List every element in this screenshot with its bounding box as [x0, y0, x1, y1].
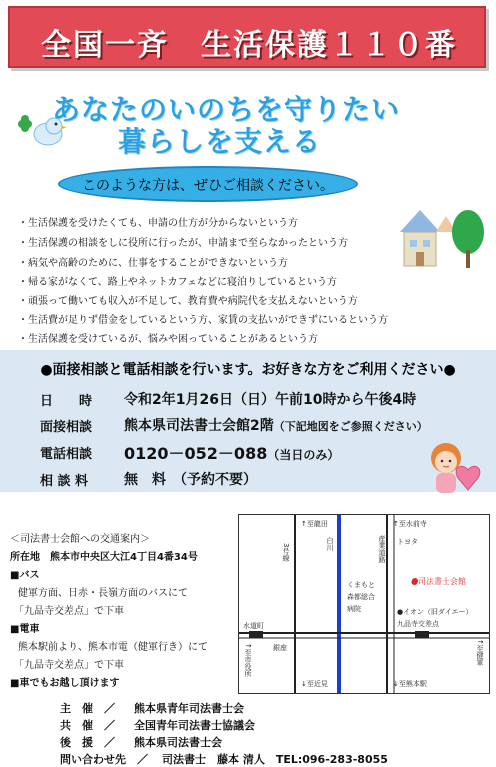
info-value-inperson — [124, 415, 428, 435]
access-title: ＜司法書士会館への交通案内＞ — [10, 534, 150, 545]
credit-cohost-label: 共 催 ／ — [60, 719, 115, 732]
map-label-aeon: ●イオン（旧ダイエー） — [397, 608, 473, 616]
list-item: ・生活保護を受けているが、悩みや困っていることがあるという方 — [18, 334, 318, 345]
clover-icon — [18, 115, 32, 132]
list-item: ・生活保護を受けたくても、申請の仕方が分からないという方 — [18, 218, 298, 229]
bus-line-2: 「九品寺交差点」で下車 — [14, 606, 124, 617]
map-label-suizenji: ↑至水前寺 — [393, 520, 427, 528]
credit-support-label: 後 援 ／ — [60, 736, 115, 749]
credit-contact: 司法書士 藤本 清人 TEL:096-283-8055 — [162, 753, 388, 766]
map-label-shirakawa: 白川 — [326, 537, 334, 551]
info-label-fee: 相 談 料 — [40, 474, 89, 489]
heart-icon — [456, 466, 480, 490]
credit-support: 熊本県司法書士会 — [134, 736, 222, 749]
map-label-toyota: トヨタ — [397, 538, 418, 546]
info-label-date: 日 時 — [40, 394, 93, 409]
access-address: 所在地 熊本市中央区大江4丁目4番34号 — [10, 552, 198, 563]
info-value-phone — [124, 441, 339, 464]
map-label-sangyo: 産業道路 — [378, 535, 386, 563]
map-label-suidocho: 水道町 — [243, 622, 264, 630]
map-label-route3: 3号線 — [282, 543, 290, 562]
map-label-tatsuda: ↑至龍田 — [301, 520, 328, 528]
credit-organizer: 熊本県青年司法書士会 — [134, 702, 244, 715]
house-tree-illustration — [396, 202, 488, 272]
title-banner — [8, 6, 486, 68]
map-label-venue: ●司法書士会館 — [411, 577, 466, 586]
tram-line-2: 「九品寺交差点」で下車 — [14, 660, 124, 671]
tram-heading: ■電車 — [10, 624, 40, 635]
credit-contact-label: 問い合わせ先 ／ — [60, 753, 148, 766]
map-label-kinpou: ↓至近見 — [301, 680, 328, 688]
callout-text: このような方は、ぜひご相談ください。 — [82, 178, 334, 194]
map-label-ginza: 銀座 — [273, 644, 287, 652]
map-label-kuhonji: 九品寺交差点 — [397, 620, 439, 628]
list-item: ・病気や高齢のために、仕事をすることができないという方 — [18, 258, 288, 269]
info-label-phone: 電話相談 — [40, 447, 93, 462]
phone-note: （当日のみ） — [267, 448, 340, 462]
list-item: ・帰る家がなくて、路上やネットカフェなどに寝泊りしているという方 — [18, 277, 337, 288]
list-item: ・生活費が足りず借金をしているという方、家賃の支払いができずにいるという方 — [18, 315, 388, 326]
access-map — [238, 514, 490, 694]
info-value-date: 令和2年1月26日（日）午前10時から午後4時 — [124, 392, 417, 408]
list-item: ・頑張って働いても収入が不足して、教育費や病院代を支払えないという方 — [18, 296, 358, 307]
venue-note: （下記地図をご参照ください） — [273, 420, 428, 433]
info-heading: ●面接相談と電話相談を行います。お好きな方をご利用ください● — [40, 362, 456, 378]
tram-line-1: 熊本駅前より、熊本市電（健軍行き）にて — [18, 642, 208, 653]
bus-line-1: 健軍方面、日赤・長嶺方面のバスにて — [18, 588, 188, 599]
slogan-line-1: あなたのいのちを守りたい — [52, 93, 401, 126]
map-label-kengun: ↑至健軍 — [476, 639, 484, 666]
list-item: ・生活保護の相談をしに役所に行ったが、申請まで至らなかったという方 — [18, 238, 348, 249]
page-title: 全国一斉 生活保護１１０番 — [41, 28, 457, 63]
car-note: ■車でもお越し頂けます — [10, 678, 120, 689]
phone-number: 0120－052－088 — [124, 444, 268, 463]
map-label-shiyakusho: ↑至市役所 — [244, 643, 252, 677]
map-label-station: ↓至熊本駅 — [393, 680, 427, 688]
girl-heart-illustration — [420, 440, 486, 496]
bus-heading: ■バス — [10, 570, 40, 581]
credit-cohost: 全国青年司法書士協議会 — [134, 719, 255, 732]
venue-name: 熊本県司法書士会館2階 — [124, 418, 274, 434]
slogan-line-2: 暮らしを支える — [118, 125, 322, 158]
info-value-fee: 無 料 （予約不要） — [124, 472, 257, 488]
map-label-hospital: くまもと森都総合病院 — [347, 581, 375, 613]
info-label-inperson: 面接相談 — [40, 420, 93, 435]
credit-organizer-label: 主 催 ／ — [60, 702, 115, 715]
